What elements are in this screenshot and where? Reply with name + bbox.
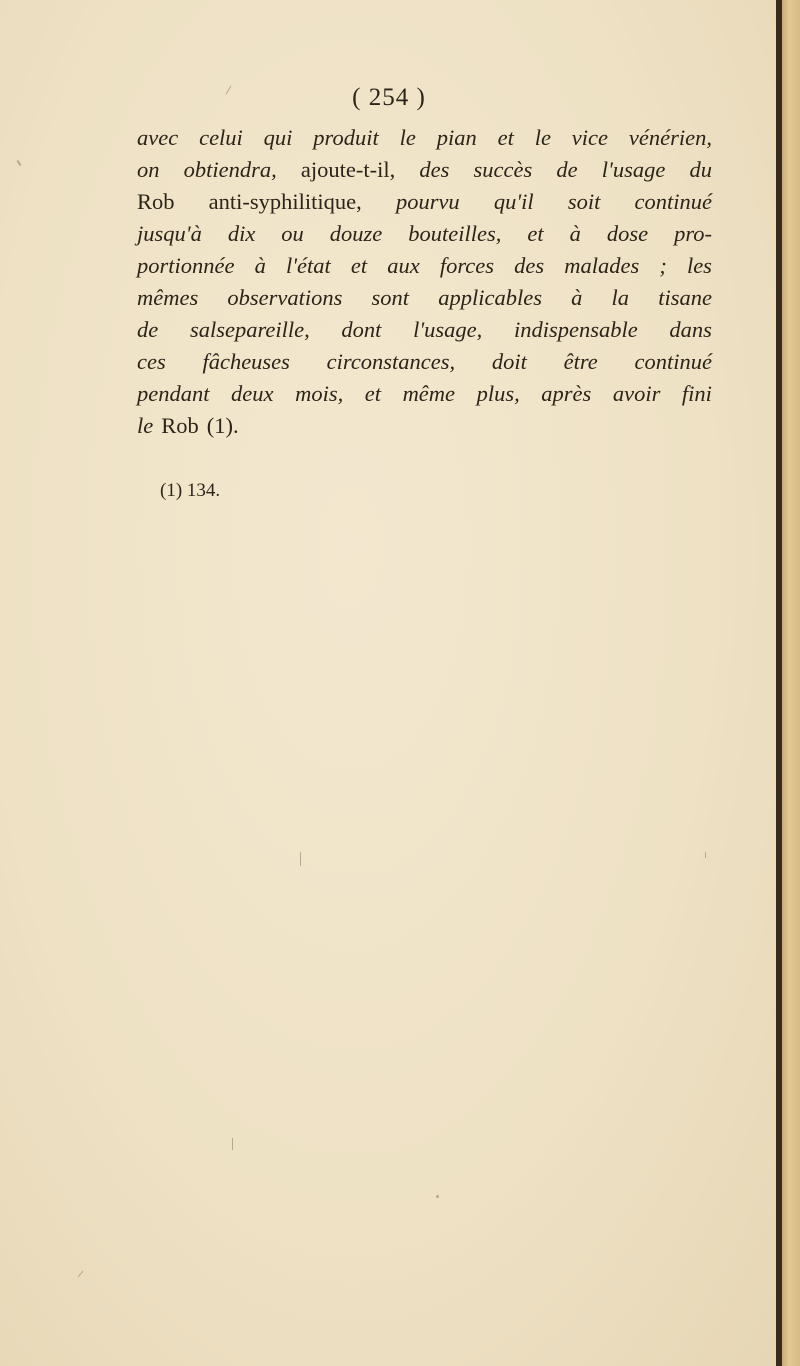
text-word: de [137,317,159,342]
text-word: vénérien, [628,125,712,150]
text-word: et [350,253,368,278]
text-word: et [527,221,544,246]
text-word: après [541,381,592,406]
paper-speck [705,852,706,858]
text-word: portionnée [137,253,235,278]
text-line [137,186,712,218]
text-word: dont [341,317,382,342]
text-word: le [137,413,154,438]
text-line [137,122,712,154]
text-word: ces [137,349,166,374]
text-word: la [611,285,630,310]
text-word: plus, [476,381,520,406]
text-word: à [571,285,583,310]
text-word: bouteilles, [408,221,502,246]
text-word: continué [634,349,712,374]
text-word: des [419,157,450,182]
text-word: à [254,253,266,278]
text-word: l'état [285,253,331,278]
text-word: (1). [206,413,239,438]
text-word: obtiendra, [183,157,277,182]
text-line [137,154,712,186]
text-word: le [399,125,416,150]
text-line [137,410,712,442]
text-word: pro- [674,221,712,246]
text-word: on [137,157,160,182]
text-word: jusqu'à [137,221,202,246]
text-word: applicables [438,285,542,310]
text-word: même [402,381,456,406]
text-word: ajoute-t-il, [300,157,396,182]
text-line [137,218,712,250]
text-word: aux [387,253,420,278]
text-word: l'usage, [413,317,483,342]
text-word: doit [491,349,527,374]
page-number-header: ( 254 ) [352,84,426,111]
text-word: le [534,125,551,150]
text-word: dans [669,317,712,342]
text-word: mois, [295,381,344,406]
text-word: sont [371,285,410,310]
text-word: circonstances, [326,349,456,374]
text-word: qui [263,125,293,150]
text-word: anti-syphilitique, [208,189,362,214]
text-word: l'usage [601,157,666,182]
text-word: soit [567,189,601,214]
text-word: et [364,381,382,406]
text-word: observations [227,285,343,310]
text-word: tisane [658,285,712,310]
text-word: du [689,157,712,182]
text-word: ou [281,221,304,246]
text-word: vice [571,125,609,150]
text-word: celui [199,125,243,150]
text-line [137,250,712,282]
text-word: des [514,253,545,278]
text-word: pendant [137,381,210,406]
text-line [137,282,712,314]
paper-speck [436,1195,439,1198]
text-word: mêmes [137,285,199,310]
text-word: salsepareille, [189,317,310,342]
paper-speck [300,852,301,866]
paper-speck [78,1271,84,1278]
text-word: qu'il [493,189,534,214]
text-word: avec [137,125,179,150]
paper-speck [16,160,21,166]
text-word: fini [681,381,712,406]
text-word: fâcheuses [202,349,290,374]
text-word: forces [439,253,494,278]
text-word: Rob [161,413,199,438]
text-word: indispensable [513,317,638,342]
text-line [137,346,712,378]
text-word: Rob [137,189,175,214]
text-word: ; [659,253,667,278]
footnote: (1) 134. [160,480,221,501]
text-word: dose [606,221,649,246]
text-word: être [563,349,598,374]
text-word: les [686,253,712,278]
page-edge [782,0,800,1366]
text-word: à [569,221,581,246]
text-word: pian [436,125,477,150]
text-word: malades [564,253,640,278]
paper-speck [232,1138,233,1150]
text-word: avoir [612,381,661,406]
text-word: produit [313,125,379,150]
text-word: pourvu [395,189,460,214]
text-word: de [556,157,578,182]
text-word: succès [473,157,533,182]
text-word: dix [227,221,256,246]
text-word: douze [329,221,383,246]
text-word: continué [634,189,712,214]
text-word: deux [231,381,274,406]
text-line [137,314,712,346]
text-word: et [497,125,514,150]
body-text [137,122,712,442]
text-line [137,378,712,410]
